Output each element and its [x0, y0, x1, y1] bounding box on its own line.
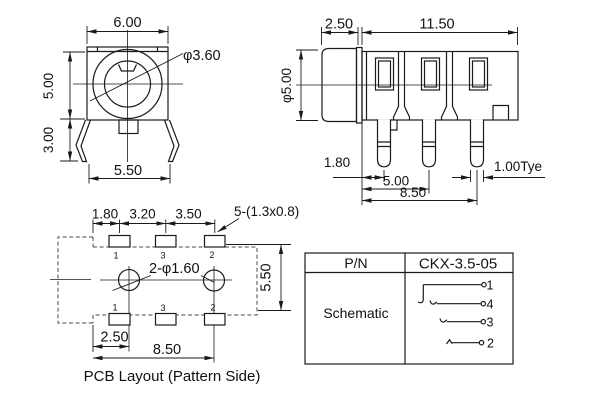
dim-pcb-height-label: 5.50	[258, 263, 275, 292]
schematic-terminal-3	[481, 320, 485, 324]
side-pin1-step	[391, 120, 398, 130]
pad-label: 3	[160, 303, 166, 313]
pcb-hole-note-label: 2-φ1.60	[149, 261, 200, 277]
schematic-pin-number: 3	[486, 315, 494, 330]
dim-side-barrel-dia-label: φ5.00	[279, 67, 294, 104]
front-bottom-tab	[119, 120, 138, 134]
dim-side-pin-pitch-label: 5.00	[382, 173, 410, 189]
pcb-pad-note-label: 5-(1.3x0.8)	[234, 204, 300, 219]
schematic-contact-1	[418, 285, 482, 303]
front-right-leg	[165, 120, 180, 162]
front-view	[41, 15, 221, 184]
side-pin-3	[471, 119, 484, 166]
side-pin-1	[378, 119, 391, 166]
schematic-pin-number: 2	[487, 336, 494, 351]
dim-pcb-pad-pitch-b-label: 3.50	[175, 206, 202, 222]
schematic-terminal-2	[479, 341, 483, 345]
dim-side-pin-span-label: 8.50	[399, 185, 427, 200]
pcb-layout	[50, 204, 299, 385]
dim-pcb-hole-span-label: 8.50	[152, 342, 182, 358]
dim-pcb-pad-pitch-a-label: 3.20	[129, 206, 156, 222]
pcb-pad-bottom-1	[109, 314, 130, 326]
front-left-leg	[76, 120, 91, 162]
dim-front-body-height-label: 5.00	[41, 72, 56, 100]
dim-side-pin1-offset-label: 1.80	[323, 155, 351, 170]
pad-label: 3	[160, 250, 166, 261]
dim-front-leg-height-label: 3.00	[41, 126, 56, 154]
schematic-contact-4	[430, 301, 481, 305]
dim-side-pin-tip-label: 1.00Tye	[494, 159, 543, 174]
side-slot-2	[442, 52, 458, 121]
side-window-2-inner	[425, 61, 437, 87]
schematic-contact-3	[440, 319, 481, 323]
dim-front-width-label: 6.00	[113, 15, 142, 31]
side-right-step	[493, 106, 509, 121]
spec-table	[305, 253, 513, 364]
pad-label: 1	[113, 250, 119, 261]
dim-side-body-len-label: 11.50	[419, 16, 455, 33]
pad-label: 2	[210, 302, 216, 313]
dim-side-barrel-len-label: 2.50	[324, 16, 354, 33]
table-pn-value: CKX-3.5-05	[418, 255, 498, 273]
pcb-pad-bottom-3	[156, 314, 177, 326]
leader-line	[218, 219, 240, 233]
table-pn-label: P/N	[344, 255, 368, 271]
pcb-pad-top-3	[156, 236, 177, 248]
side-view	[279, 17, 545, 206]
pad-label: 2	[209, 250, 215, 260]
schematic-symbol	[418, 279, 494, 351]
schematic-terminal-4	[481, 302, 485, 306]
side-window-3-inner	[473, 61, 485, 87]
leader-line	[90, 54, 183, 102]
schematic-pin-number: 4	[486, 297, 494, 312]
schematic-contact-2	[447, 340, 480, 344]
pcb-pad-bottom-2	[205, 314, 226, 326]
dim-front-jack-dia-label: φ3.60	[183, 48, 221, 64]
side-window-1-inner	[379, 61, 391, 87]
dim-pcb-hole-offset-label: 2.50	[100, 329, 129, 346]
side-slot-1	[394, 52, 410, 121]
side-pin-2	[423, 119, 436, 166]
schematic-pin-number: 1	[486, 278, 494, 293]
pad-label: 1	[112, 302, 118, 313]
dim-pcb-pad-offset-label: 1.80	[91, 206, 119, 222]
dim-front-leg-span-label: 5.50	[113, 163, 143, 179]
pcb-pad-top-1	[109, 236, 130, 248]
pcb-pad-top-2	[205, 236, 226, 248]
table-schematic-label: Schematic	[323, 305, 389, 321]
pcb-layout-caption: PCB Layout (Pattern Side)	[83, 368, 261, 385]
